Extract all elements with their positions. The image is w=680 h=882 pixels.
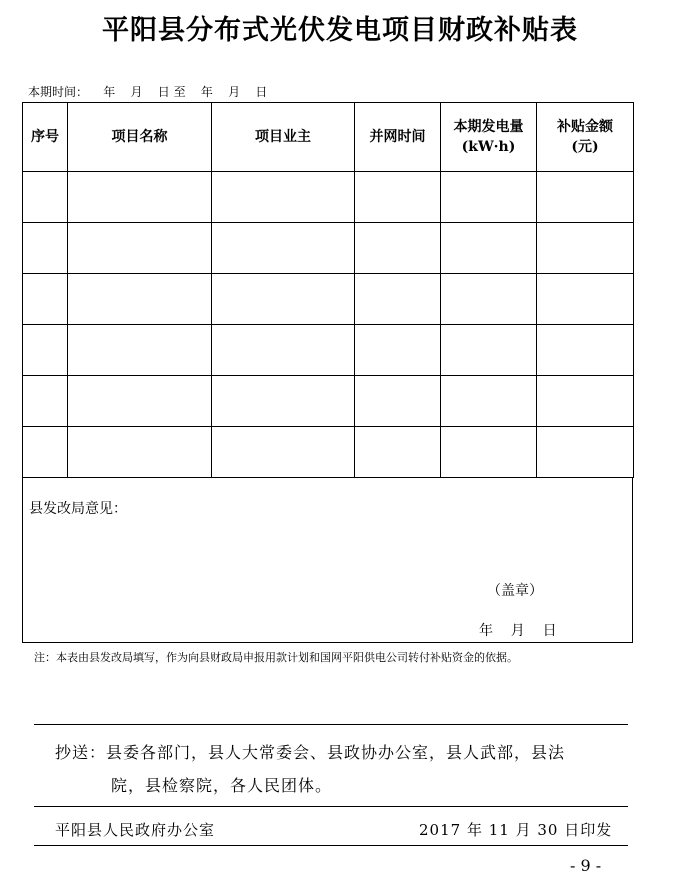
column-header: 序号 [23, 103, 68, 172]
table-cell[interactable] [212, 274, 355, 325]
table-row [23, 376, 634, 427]
table-cell[interactable] [23, 427, 68, 478]
table-cell[interactable] [355, 274, 441, 325]
table-cell[interactable] [68, 325, 212, 376]
opinion-box [22, 478, 633, 643]
subsidy-table [22, 102, 634, 478]
table-cell[interactable] [68, 427, 212, 478]
table-body [23, 172, 634, 478]
period-line: 本期时间： 年 月 日 至 年 月 日 [28, 85, 268, 99]
table-cell[interactable] [355, 325, 441, 376]
table-row [23, 427, 634, 478]
column-header: 并网时间 [355, 103, 441, 172]
table-cell[interactable] [23, 325, 68, 376]
table-cell[interactable] [441, 274, 537, 325]
table-cell[interactable] [23, 172, 68, 223]
table-note: 注：本表由县发改局填写，作为向县财政局申报用款计划和国网平阳供电公司转付补贴资金的依据。 [34, 651, 518, 664]
table-cell[interactable] [212, 172, 355, 223]
table-cell[interactable] [355, 427, 441, 478]
table-header-row [23, 103, 634, 172]
opinion-date: 年 月 日 [479, 623, 557, 639]
issuer: 平阳县人民政府办公室 [55, 821, 216, 839]
table-cell[interactable] [68, 274, 212, 325]
column-header: 补贴金额 (元) [537, 103, 634, 172]
table-cell[interactable] [537, 172, 634, 223]
seal-text: （盖章） [487, 583, 543, 599]
column-header: 项目名称 [68, 103, 212, 172]
table-row [23, 172, 634, 223]
table-row [23, 325, 634, 376]
table-cell[interactable] [212, 427, 355, 478]
table-cell[interactable] [537, 376, 634, 427]
table-cell[interactable] [537, 427, 634, 478]
table-cell[interactable] [68, 376, 212, 427]
table-cell[interactable] [441, 427, 537, 478]
table-cell[interactable] [441, 172, 537, 223]
table-row [23, 274, 634, 325]
divider [34, 845, 628, 846]
table-cell[interactable] [68, 223, 212, 274]
opinion-label: 县发改局意见： [29, 501, 127, 517]
page-title: 平阳县分布式光伏发电项目财政补贴表 [102, 15, 578, 46]
cc-line-2: 院，县检察院，各人民团体。 [111, 776, 333, 795]
table-cell[interactable] [212, 325, 355, 376]
divider [34, 724, 628, 725]
table-cell[interactable] [537, 223, 634, 274]
cc-line-1: 抄送：县委各部门，县人大常委会、县政协办公室，县人武部，县法 [55, 743, 566, 762]
column-header: 项目业主 [212, 103, 355, 172]
table-cell[interactable] [212, 376, 355, 427]
table-cell[interactable] [537, 274, 634, 325]
table-cell[interactable] [212, 223, 355, 274]
page-number: - 9 - [570, 856, 602, 875]
column-header: 本期发电量 (kW·h) [441, 103, 537, 172]
table-cell[interactable] [23, 376, 68, 427]
issue-date: 2017 年 11 月 30 日印发 [419, 821, 613, 839]
cc-block [55, 736, 625, 802]
table-cell[interactable] [441, 376, 537, 427]
table-cell[interactable] [537, 325, 634, 376]
divider [34, 806, 628, 807]
table-cell[interactable] [23, 274, 68, 325]
table-cell[interactable] [23, 223, 68, 274]
table-cell[interactable] [441, 223, 537, 274]
table-cell[interactable] [68, 172, 212, 223]
table-cell[interactable] [355, 223, 441, 274]
table-cell[interactable] [355, 172, 441, 223]
table-cell[interactable] [355, 376, 441, 427]
table-row [23, 223, 634, 274]
table-cell[interactable] [441, 325, 537, 376]
